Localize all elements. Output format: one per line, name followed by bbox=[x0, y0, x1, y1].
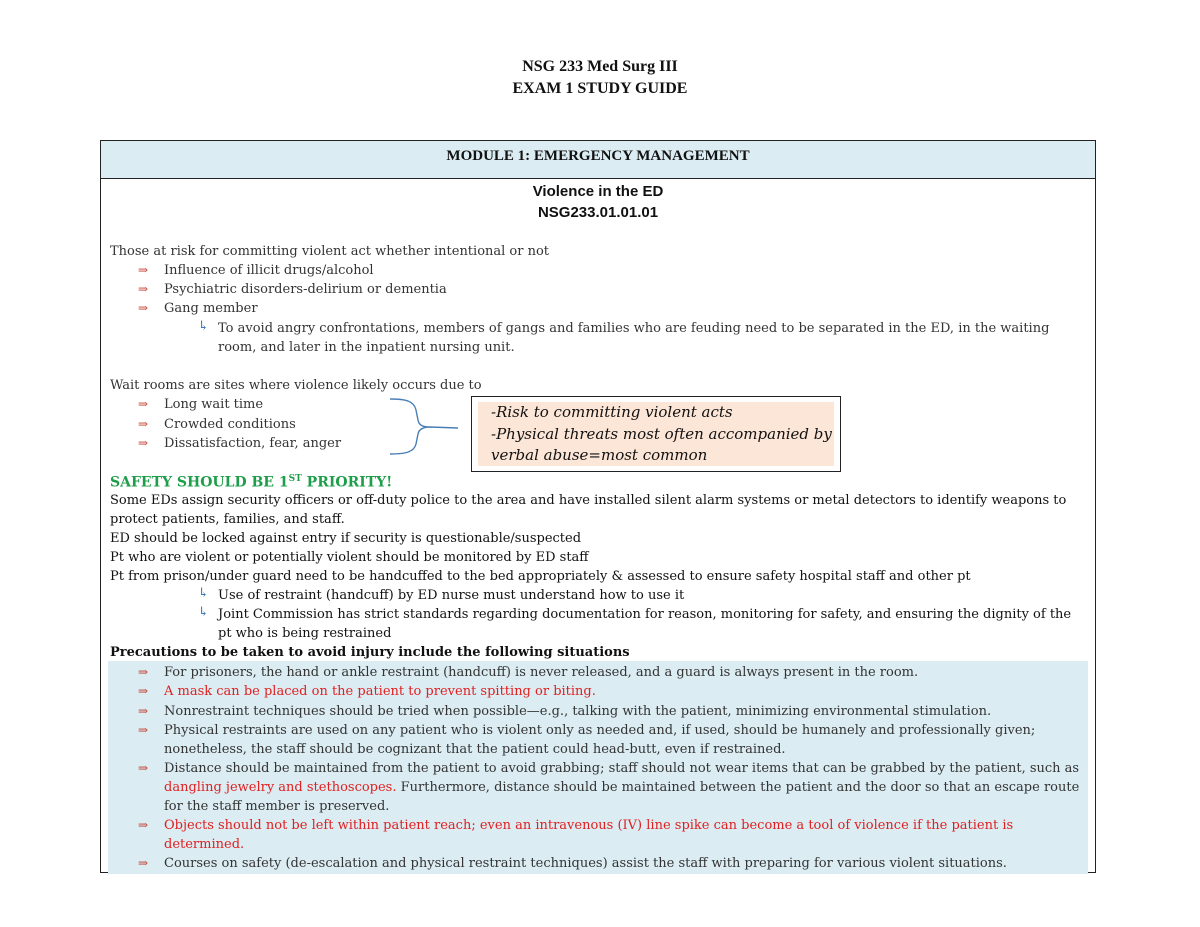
paragraph: ED should be locked against entry if security is questionable/suspected bbox=[110, 531, 582, 546]
safety-heading: SAFETY SHOULD BE 1ST PRIORITY! bbox=[110, 474, 393, 491]
list-item: Psychiatric disorders-delirium or dementia bbox=[164, 282, 447, 297]
arrow-bullet-icon: ⇒ bbox=[138, 263, 149, 277]
list-item: Influence of illicit drugs/alcohol bbox=[164, 263, 374, 278]
list-item: Nonrestraint techniques should be tried when possible—e.g., talking with the patient, minimizing environmental stimulation. bbox=[164, 704, 992, 719]
sub-arrow-icon: ↳ bbox=[198, 586, 209, 601]
paragraph: Pt who are violent or potentially violent should be monitored by ED staff bbox=[110, 550, 589, 565]
sub-arrow-icon: ↳ bbox=[198, 605, 209, 620]
list-item: For prisoners, the hand or ankle restraint (handcuff) is never released, and a guard is always present in the room. bbox=[164, 665, 919, 680]
arrow-bullet-icon: ⇒ bbox=[138, 761, 149, 775]
arrow-bullet-icon: ⇒ bbox=[138, 818, 149, 832]
precautions-heading: Precautions to be taken to avoid injury include the following situations bbox=[110, 645, 630, 660]
callout-line: -Risk to committing violent acts bbox=[491, 403, 733, 421]
brace-connector bbox=[388, 396, 463, 456]
sub-item: To avoid angry confrontations, members of gangs and families who are feuding need to be separated in the ED, in the waiting bbox=[218, 321, 1050, 336]
wait-intro: Wait rooms are sites where violence likely occurs due to bbox=[110, 378, 482, 393]
list-item: A mask can be placed on the patient to prevent spitting or biting. bbox=[164, 684, 596, 699]
list-item: Crowded conditions bbox=[164, 417, 296, 432]
arrow-bullet-icon: ⇒ bbox=[138, 723, 149, 737]
document-title: NSG 233 Med Surg III bbox=[522, 58, 678, 75]
module-table bbox=[100, 140, 1096, 873]
module-heading: MODULE 1: EMERGENCY MANAGEMENT bbox=[101, 141, 1095, 179]
list-item: Gang member bbox=[164, 301, 258, 316]
paragraph: Pt from prison/under guard need to be handcuffed to the bed appropriately & assessed to ensure safety hospital staff and other pt bbox=[110, 569, 971, 584]
list-item-continued: determined. bbox=[164, 837, 245, 852]
sub-item-continued: pt who is being restrained bbox=[218, 626, 392, 641]
list-item: Physical restraints are used on any patient who is violent only as needed and, if used, should be humanely and professionally given; bbox=[164, 723, 1036, 738]
list-item-continued: dangling jewelry and stethoscopes. Furthermore, distance should be maintained between the patient and the door so that an escape route bbox=[164, 780, 1080, 795]
arrow-bullet-icon: ⇒ bbox=[138, 436, 149, 450]
callout-box bbox=[471, 396, 841, 472]
callout-line: verbal abuse=most common bbox=[491, 446, 708, 464]
arrow-bullet-icon: ⇒ bbox=[138, 282, 149, 296]
list-item: Distance should be maintained from the patient to avoid grabbing; staff should not wear items that can be grabbed by the patient, such as bbox=[164, 761, 1080, 776]
list-item: Dissatisfaction, fear, anger bbox=[164, 436, 342, 451]
paragraph: Some EDs assign security officers or off-duty police to the area and have installed silent alarm systems or metal detectors to identify weapons to bbox=[110, 493, 1067, 508]
list-item-continued: nonetheless, the staff should be cognizant that the patient could head-butt, even if restrained. bbox=[164, 742, 786, 757]
list-item: Long wait time bbox=[164, 397, 264, 412]
arrow-bullet-icon: ⇒ bbox=[138, 684, 149, 698]
paragraph-continued: protect patients, families, and staff. bbox=[110, 512, 345, 527]
sub-item: Joint Commission has strict standards regarding documentation for reason, monitoring for safety, and ensuring the dignity of the bbox=[218, 607, 1072, 622]
arrow-bullet-icon: ⇒ bbox=[138, 301, 149, 315]
sub-item: Use of restraint (handcuff) by ED nurse must understand how to use it bbox=[218, 588, 685, 603]
arrow-bullet-icon: ⇒ bbox=[138, 417, 149, 431]
callout-line: -Physical threats most often accompanied by bbox=[491, 425, 832, 443]
arrow-bullet-icon: ⇒ bbox=[138, 397, 149, 411]
arrow-bullet-icon: ⇒ bbox=[138, 704, 149, 718]
list-item-continued: for the staff member is preserved. bbox=[164, 799, 390, 814]
sub-item-continued: room, and later in the inpatient nursing unit. bbox=[218, 340, 515, 355]
section-code: NSG233.01.01.01 bbox=[537, 204, 659, 221]
list-item: Objects should not be left within patient reach; even an intravenous (IV) line spike can become a tool of violence if the patient is bbox=[164, 818, 1014, 833]
document-subtitle: EXAM 1 STUDY GUIDE bbox=[512, 80, 688, 97]
sub-arrow-icon: ↳ bbox=[198, 319, 209, 334]
risk-intro: Those at risk for committing violent act whether intentional or not bbox=[110, 244, 550, 259]
arrow-bullet-icon: ⇒ bbox=[138, 665, 149, 679]
list-item: Courses on safety (de-escalation and physical restraint techniques) assist the staff with preparing for various violent situations. bbox=[164, 856, 1007, 871]
arrow-bullet-icon: ⇒ bbox=[138, 856, 149, 870]
section-title: Violence in the ED bbox=[532, 183, 664, 200]
